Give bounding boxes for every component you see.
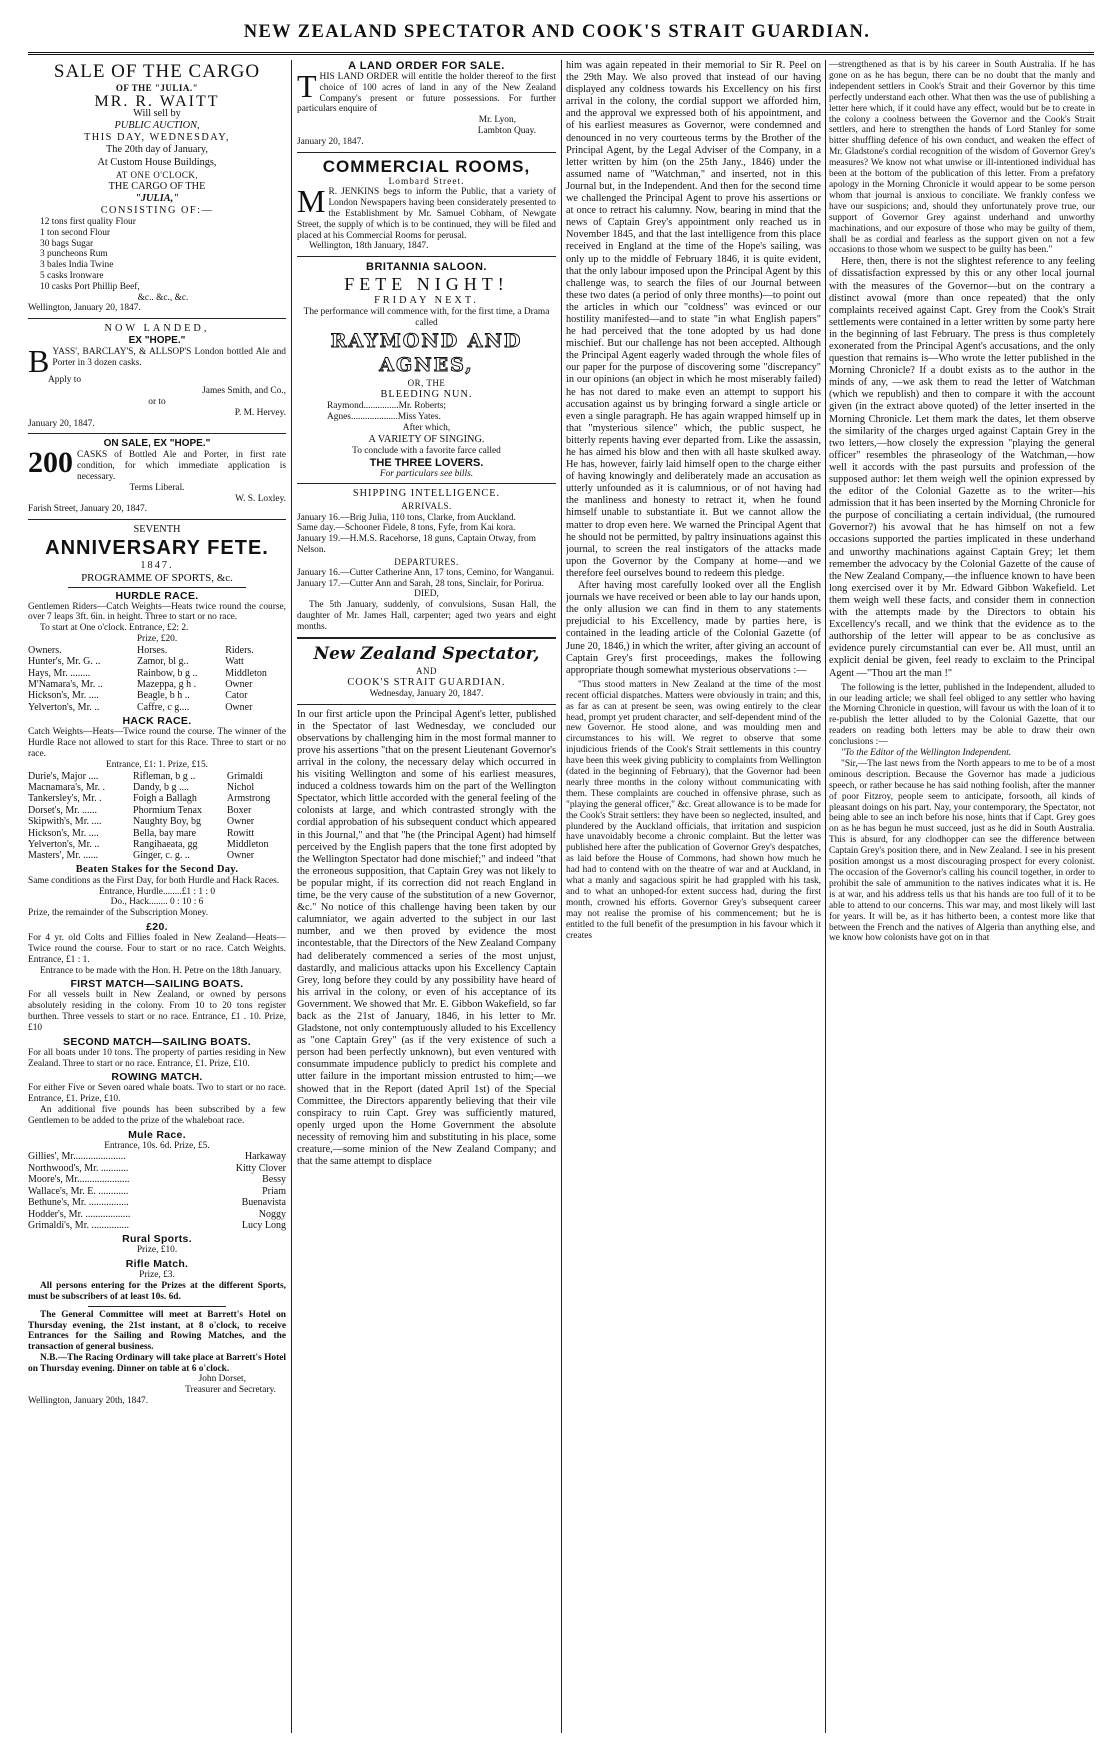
table-row: [28, 702, 286, 713]
table-cell: Boxer: [226, 804, 252, 816]
table-cell: Ginger, c. g. ..: [133, 850, 190, 862]
table-cell: Cator: [225, 690, 248, 702]
table-cell: Durie's, Major ....: [28, 770, 99, 782]
column-1: [28, 60, 286, 1733]
land-order-heading: A LAND ORDER FOR SALE.: [348, 60, 505, 72]
table-row: [28, 1151, 286, 1162]
sale-item: 5 casks Ironware: [40, 271, 104, 282]
landed-ex: EX "HOPE.": [128, 335, 186, 347]
table-cell: Zamor, bl g..: [136, 656, 189, 668]
beaten-body: Same conditions as the First Day, for both Hurdle and Hack Races.: [28, 875, 280, 886]
table-header-cell: Owners.: [28, 644, 62, 656]
shipping-arrival: Same day.—Schooner Fidele, 8 tons, Fyfe, from Kai kora.: [297, 523, 516, 534]
rowing-heading: ROWING MATCH.: [111, 1071, 203, 1084]
table-cell: Gillies', Mr.....................: [28, 1151, 126, 1163]
table-header-cell: Horses.: [136, 644, 168, 656]
table-cell: Macnamara's, Mr. .: [28, 781, 106, 793]
fete-programme: PROGRAMME OF SPORTS, &c.: [81, 572, 233, 585]
sale-item: 3 bales India Twine: [40, 260, 114, 271]
fete-year: 1847.: [140, 560, 174, 572]
divider: [297, 637, 556, 639]
sale-item: 30 bags Sugar: [40, 238, 94, 249]
table-cell: Watt: [225, 656, 244, 668]
editorial-p3: After having most carefully looked over all the English journals we have received or been able to lay our hands upon, the only allusion we can find in them to any statements prejudicial to his Excellency, made by parties here, is contained in the leading article of the Colonial Gazette (of June 20, 1846,) in which the writer, after giving an account of Captain Grey's first proceedings, makes the following appropriate though somewhat mysterious observations :—: [566, 580, 821, 676]
table-row: [28, 816, 286, 827]
editorial-p5: Here, then, there is not the slightest reference to any feeling of dissatisfaction expressed by this or any other local journal with the measures of the Governor—but on the contrary a distinct avowal (more than once repeated) that the only complaints received against Capt. Grey from the Cook's Strait settlements were contained in a letter written by some party here in the beginning of last February. The press is thus completely exonerated from the Principal Agent's accusations, and the only question that remains is—Who wrote the letter published in the Morning Chronicle? If a doubt exists as to the author in the minds of any, —we ask them to read the letter of Watchman (which we republish) and then to compare it with the account given (in the extract above quoted) of the letter inserted in the Morning Chronicle. Let them mark the dates, let them observe the similarity of the charges urged against Captain Grey in the two letters,—how closely the expression "playing the general officer" resembles the phraseology of the Watchman,—how well it accords with the past pursuits and profession of the supposed author: let them weigh well the opinion expressed by the editor of the Colonial Gazette as to the writer—his admission that it has been inserted by the Morning Chronicle for the purpose of conciliating a certain individual, (the rumoured Governor?) his avowal that he has himself on not a few occasions supported the parties implicated in these underhand and unworthy machinations against Captain Grey; let them remember the advocacy by the Colonial Gazette of the cause of the New Zealand Company,—the influence known to have been long exercised over it by Mr. Edward Gibbon Wakefield. Let them weigh well these facts, and consider them in connection with the attempts made by the Directors to obtain his Excellency's recall, and we think that the evidence as to the authorship of the letter will appear to be as conclusive as evidence purely circumstantial can ever be. All must, until an explicit denial be given, feel ready to exclaim to the Principal Agent —"Thou art the man !": [829, 256, 1095, 679]
beaten-ent1: Entrance, Hurdle........£1 : 1 : 0: [98, 886, 216, 897]
land-order-name: Mr. Lyon,: [478, 115, 516, 126]
table-cell: Owner: [226, 850, 255, 862]
table-cell: Bella, bay mare: [133, 827, 197, 839]
onsale-heading: ON SALE, EX "HOPE.": [103, 438, 211, 450]
table-cell: Naughty Boy, bg: [133, 816, 202, 828]
table-row: [28, 1209, 286, 1220]
commercial-body: R. JENKINS begs to inform the Public, that a variety of London Newspapers having been considerately presented to the Establishment by Mr. Samuel Cobham, of Newgate Street, the supply of which is to be continued, they will be filed and placed at his Commercial Rooms for perusal.: [297, 187, 556, 241]
table-cell: Nichol: [226, 781, 255, 793]
table-cell: Rainbow, b g ..: [136, 667, 198, 679]
first-match-body: For all vessels built in New Zealand, or owned by persons absolutely residing in the colony. From 10 to 20 tons register burthen. Three vessels to start or no race. Entrance, £1 . 10. Prize, £10: [28, 990, 286, 1033]
saloon-variety: A VARIETY OF SINGING.: [368, 433, 485, 445]
table-cell: Harkaway: [244, 1151, 286, 1163]
sale-time: AT ONE O'CLOCK,: [115, 169, 199, 180]
editorial-title: New Zealand Spectator,: [313, 643, 540, 664]
table-cell: Middleton: [226, 838, 269, 850]
letter-body: "Sir,—The last news from the North appears to me to be of a most ominous description. Because the Governor has made a judicious speech, or rather because he has said nothing foolish, after the manner of poor Fitzroy, people seem to anticipate, forsooth, all kinds of pleasant doings on his part. Nay, your contemporary, the Spectator, not being able to see an inch before his nose, hints that if Capt. Grey goes on as he has begun he must succeed, just as he did in South Australia. This is absurd, for any clodhopper can see the difference between Captain Grey's position there, and in New Zealand. I see in his present position amongst us a most discouraging prospect for every colonist. The occasion of the Governor's calling his council together, in order to prohibit the sale of ammunition to the natives indicates what it is. He is at war, and his address tells us that his hands are too full of it to be able to attend to our concerns. This war may, and most likely will last for years. It will be, as it has hitherto been, a contest more like that between the French and the natives of Algeria than anything else, and we know how colonists have got on in that: [829, 758, 1095, 944]
rifle-prize: Prize, £3.: [139, 1270, 175, 1281]
hurdle-heading: HURDLE RACE.: [115, 589, 199, 602]
landed-dropcap: B: [28, 343, 50, 380]
divider: [297, 483, 556, 484]
table-cell: Masters', Mr. ......: [28, 850, 99, 862]
saloon-or: OR, THE: [407, 378, 446, 389]
sale-item: 10 casks Port Phillip Beef,: [40, 281, 140, 292]
saloon-friday: FRIDAY NEXT.: [374, 295, 479, 307]
fete-seventh: SEVENTH: [133, 524, 181, 536]
table-cell: Yelverton's, Mr. ..: [28, 838, 100, 850]
landed-date: January 20, 1847.: [28, 418, 95, 429]
table-row: [28, 1186, 286, 1197]
saloon-cast1: Raymond...............Mr. Roberts;: [327, 401, 447, 412]
table-row: [28, 828, 286, 839]
table-cell: Hays, Mr. ........: [28, 667, 91, 679]
table-cell: Beagle, b h ..: [136, 690, 190, 702]
saloon-farce: THE THREE LOVERS.: [369, 456, 484, 469]
table-cell: Northwood's, Mr. ...........: [28, 1162, 129, 1174]
table-cell: Grimaldi's, Mr. ...............: [28, 1219, 129, 1231]
hack-body: Catch Weights—Heats—Twice round the course. The winner of the Hurdle Race not allowed to start for this Race. Three to start or no race.: [28, 727, 286, 759]
landed-heading: NOW LANDED,: [104, 323, 210, 335]
hurdle-start: To start at One o'clock. Entrance, £2: 2.: [40, 623, 189, 634]
land-order-date: January 20, 1847.: [297, 136, 364, 147]
land-order-body-wrap: [297, 68, 556, 115]
editorial-p2: him was again repeated in their memorial to Sir R. Peel on the 29th May. We also proved that instead of our having displayed any coldness towards his Excellency on his first arrival in the colony, the cordial support we afforded him, and the approval we expressed both of his appointment, and of his earliest measures as Governor, were condemned and denounced in no very courteous terms by the Brother of the Principal Agent, by the Legal Adviser of the Company, in a letter written by him (on the 25th Jany., 1846) under the assumed name of "Watchman," and inserted, not in this Journal but, in the Independent. And then for the second time we challenged the Principal Agent to prove his assertions or at once to retract his calumny. Now, bearing in mind that the news of Captain Grey's appointment only reached us in November 1845, and that the last intelligence from this place received in England at the time of the Hope's sailing, was only up to the middle of February 1846, it is quite evident, that the only labour imposed upon the Principal Agent by this challenge was, to search the files of our Journal between these two dates (a period of only three months)—to point out the articles in which our "coldness" was evinced or our hostility manifested—and to state "in what English papers" he had perceived that the tone adopted by us had done mischief. But our challenge has not been accepted. Although the Principal Agent eagerly waded through the whole files of our paper for the purpose of discovering some "discrepancy" in our opinions (an object in which he most miserably failed) he has not dared to make even an attempt to support his accusation against us by bringing forward a single article or even a single paragraph. He has again wrapped himself up in that "mysterious silence" which, the public suspect, he bitterly repents having ever departed from. Like the assassin, he has aimed his blow and then with all haste skulked away. He has, however, fairly laid himself open to the charge either of having knowingly and deliberately made an accusation as utterly unfounded as it is calumnious, or of not having had the manliness and honesty to retract it, when he found himself unable to substantiate it. But we cannot allow the matter to drop even here. We warned the Principal Agent that he should not be permitted, by paltry insinuations against this journal, to screen the real instigators of the attacks made upon the Governor by the Company at home—and we therefore feel ourselves bound to redeem this pledge.: [566, 60, 821, 579]
table-row: [28, 1197, 286, 1208]
additional-note: An additional five pounds has been subscribed by a few Gentlemen to be added to the prize of the whaleboat race.: [28, 1105, 286, 1126]
divider: [68, 587, 246, 588]
onsale-body-wrap: [28, 446, 286, 483]
died-body: The 5th January, suddenly, of convulsions, Susan Hall, the daughter of Mr. James Hall, carpenter; aged two years and eight months.: [297, 600, 556, 632]
table-row: [28, 793, 286, 804]
shipping-departure: January 16.—Cutter Catherine Ann, 17 tons, Cemino, for Wanganui.: [297, 567, 555, 578]
fete-sig-title: Treasurer and Secretary.: [185, 1385, 276, 1396]
editorial-date: Wednesday, January 20, 1847.: [369, 688, 484, 699]
saloon-after: After which,: [402, 422, 451, 433]
table-cell: Caffre, c g....: [136, 701, 190, 713]
committee-note: The General Committee will meet at Barrett's Hotel on Thursday evening, the 21st instant, at 8 o'clock, to receive Entrances for the Sailing and Rowing Matches, and the transaction of general business.: [28, 1309, 286, 1353]
column-rule: [291, 60, 292, 1733]
onsale-terms: Terms Liberal.: [129, 482, 185, 493]
table-row: [28, 656, 286, 667]
second-match-heading: SECOND MATCH—SAILING BOATS.: [63, 1035, 251, 1048]
landed-agent1: James Smith, and Co.,: [202, 386, 286, 397]
nb-note: N.B.—The Racing Ordinary will take place at Barrett's Hotel on Thursday evening. Dinner on table at 6 o'clock.: [28, 1352, 286, 1374]
sale-date: The 20th day of January,: [106, 144, 208, 156]
table-cell: Middleton: [225, 667, 267, 679]
table-cell: Priam: [262, 1185, 286, 1197]
sale-day: THIS DAY, WEDNESDAY,: [84, 132, 230, 144]
divider: [28, 433, 286, 434]
table-cell: Yelverton's, Mr. ..: [28, 701, 100, 713]
sale-etc: &c.. &c., &c.: [137, 292, 189, 303]
table-cell: Bethune's, Mr. ................: [28, 1197, 129, 1209]
shipping-arrival: January 19.—H.M.S. Racehorse, 18 guns, Captain Otway, from Nelson.: [297, 534, 536, 555]
onsale-num: 200: [28, 446, 73, 480]
masthead-title: NEW ZEALAND SPECTATOR AND COOK'S STRAIT GUARDIAN.: [243, 22, 871, 42]
divider: [297, 256, 556, 257]
column-3: [566, 60, 821, 1733]
hurdle-table: [28, 645, 286, 713]
twenty-heading: £20.: [146, 921, 168, 934]
column-rule: [561, 60, 562, 1733]
mule-table: [28, 1151, 286, 1231]
sale-public: PUBLIC AUCTION,: [114, 120, 200, 132]
table-cell: Skipwith's, Mr. ....: [28, 816, 102, 828]
sale-the-cargo: THE CARGO OF THE: [108, 180, 206, 192]
divider: [88, 1306, 226, 1307]
editorial-and: AND: [416, 665, 437, 676]
hack-heading: HACK RACE.: [122, 715, 192, 728]
table-row: [28, 690, 286, 701]
sale-auctioneer: MR. R. WAITT: [94, 93, 220, 111]
table-cell: Buenavista: [241, 1197, 286, 1209]
divider: [297, 152, 556, 153]
commercial-body-wrap: [297, 183, 556, 241]
table-cell: Hickson's, Mr. ....: [28, 827, 99, 839]
column-rule: [825, 60, 826, 1733]
table-row: [28, 850, 286, 861]
colts-body: For 4 yr. old Colts and Fillies foaled in New Zealand—Heats—Twice round the course. Four to start or no race. Catch Weights. Entrance, £1 : 1.: [28, 933, 286, 965]
saloon-heading: BRITANNIA SALOON.: [366, 261, 487, 274]
table-row: [28, 782, 286, 793]
shipping-arrival: January 16.—Brig Julia, 110 tons, Clarke, from Auckland.: [297, 512, 516, 523]
table-row: [28, 805, 286, 816]
table-row: [28, 771, 286, 782]
landed-agent2: P. M. Hervey.: [234, 407, 286, 418]
commercial-heading: COMMERCIAL ROOMS,: [322, 156, 531, 176]
masthead: [0, 4, 1114, 50]
landed-or: or to: [148, 396, 166, 407]
sale-dateline: Wellington, January 20, 1847.: [28, 303, 141, 314]
table-cell: Armstrong: [226, 793, 271, 805]
table-cell: Hickson's, Mr. ....: [28, 690, 99, 702]
hack-table: [28, 771, 286, 862]
table-header-cell: Riders.: [225, 644, 254, 656]
first-match-heading: FIRST MATCH—SAILING BOATS.: [70, 978, 244, 991]
table-cell: Grimaldi: [226, 770, 263, 782]
sale-items: [28, 217, 286, 303]
rifle-heading: Rifle Match.: [125, 1258, 189, 1271]
land-order-dropcap: T: [297, 68, 317, 105]
hurdle-prize: Prize, £20.: [136, 634, 178, 645]
sale-item: 12 tons first quality Flour: [40, 217, 136, 228]
editorial-p1: In our first article upon the Principal Agent's letter, published in the Spectator of last Wednesday, we concluded our observations by challenging him in the most formal manner to prove his assertions "that on the present Lieutenant Governor's arrival in the colony, the necessary delay which occurred in his visiting Wellington and some of his earliest measures, induced a coldness towards him on the part of the Wellington Spectator, which little accorded with the general feeling of the colonists at large, and which contrasted strongly with the cordial approbation of his subsequent conduct which appeared in this Journal," and that "he (the Principal Agent) had himself perceived by the English papers that the tone first adopted by the Wellington Spectator had done mischief;" and indeed "that the erroneous supposition, that Captain Grey was not likely to be popular might, if its correction did not reach England in time, be the very cause of the substitution of a new Governor, &c." No notice of this challenge having been taken by our calumniator, we again adverted to the subject in our last number, and we then proved by evidence the most incontestable, that the Directors of the New Zealand Company had deliberately commenced a series of the most unjust, dastardly, and malicious attacks upon his Excellency Captain Grey, long before they could by any possibility have heard of his arrival in the colony, or even of his acceptance of its Government. We showed that Mr. E. Gibbon Wakefield, so far back as the 21st of January, 1846, in his letter to Mr. Gladstone, not only contemptuously alluded to his Excellency as "one Captain Grey" (as if the very existence of such a person had been perfectly unknown), but even ventured with consummate impudence publicly to predict his complete and utter failure in the important mission entrusted to him;—we showed that in the Report (dated April 1st) of the Special Committee, the Directors apparently believing that their vile conspiracy to ruin Capt. Grey was sufficiently matured, openly urged upon the Home Government the absolute necessity of removing him and substituting in his place, some creature,—some minion of the New Zealand Company; and that the same attempt to displace: [297, 708, 556, 1168]
table-cell: Hunter's, Mr. G. ..: [28, 656, 101, 668]
landed-apply: Apply to: [48, 375, 82, 386]
saloon-drama: RAYMOND AND AGNES,: [330, 330, 523, 377]
shipping-heading: SHIPPING INTELLIGENCE.: [352, 488, 501, 500]
commercial-dropcap: M: [297, 183, 326, 220]
column-4: [829, 60, 1095, 1733]
table-cell: Noggy: [258, 1208, 286, 1220]
saloon-perf: The performance will commence with, for the first time, a Drama called: [303, 307, 550, 329]
table-row: [28, 668, 286, 679]
land-order-place: Lambton Quay.: [477, 126, 536, 137]
masthead-rule: [28, 52, 1094, 55]
editorial-p6: The following is the letter, published in the Independent, alluded to in our leading article; we shall feel obliged to any settler who having the Morning Chronicle in question, will favour us with the loan of it to re-publish the letter alluded to by the Colonial Gazette, that our readers on reading both letters may be able to draw their own conclusions :—: [829, 682, 1095, 748]
fete-sig-name: John Dorset,: [198, 1374, 246, 1385]
table-cell: Kitty Clover: [235, 1162, 286, 1174]
divider: [297, 704, 556, 705]
shipping-arrivals: ARRIVALS.: [401, 501, 452, 512]
sale-item: 3 puncheons Rum: [40, 249, 108, 260]
table-cell: Foigh a Ballagh: [133, 793, 197, 805]
saloon-bills: For particulars see bills.: [379, 468, 474, 479]
column-2: [297, 60, 556, 1733]
table-cell: Bessy: [262, 1174, 286, 1186]
table-row: [28, 1220, 286, 1231]
hack-prize: Entrance, £1: 1. Prize, £15.: [105, 759, 209, 770]
beaten-ent2: Do., Hack........ 0 : 10 : 6: [110, 897, 204, 908]
all-persons: All persons entering for the Prizes at the different Sports, must be subscribers of at least 10s. 6d.: [28, 1281, 286, 1302]
editorial-subtitle: COOK'S STRAIT GUARDIAN.: [347, 676, 506, 688]
table-cell: Mazeppa, g h .: [136, 679, 197, 691]
saloon-bleeding: BLEEDING NUN.: [380, 389, 473, 401]
landed-body: YASS', BARCLAY'S, & ALLSOP'S London bottled Ale and Porter in 3 dozen casks.: [52, 347, 286, 369]
table-cell: Dorset's, Mr. ......: [28, 804, 98, 816]
onsale-place: Farish Street, January 20, 1847.: [28, 504, 147, 515]
table-header: [28, 645, 286, 656]
divider: [28, 519, 286, 520]
mule-heading: Mule Race.: [128, 1128, 186, 1141]
shipping-departures: DEPARTURES.: [394, 556, 459, 567]
fete-heading: ANNIVERSARY FETE.: [45, 537, 269, 560]
table-cell: Rangihaeata, gg: [133, 838, 198, 850]
table-cell: Wallace's, Mr. E. ............: [28, 1185, 129, 1197]
table-cell: Rifleman, b g ..: [133, 770, 196, 782]
divider: [28, 318, 286, 319]
rural-heading: Rural Sports.: [122, 1233, 192, 1246]
letter-to: "To the Editor of the Wellington Independent.: [841, 748, 1012, 759]
shipping-departure: January 17.—Cutter Ann and Sarah, 28 tons, Sinclair, for Porirua.: [297, 578, 544, 589]
table-row: [28, 839, 286, 850]
onsale-name: W. S. Loxley.: [235, 493, 286, 504]
table-cell: Owner: [226, 816, 255, 828]
fete-sig-date: Wellington, January 20th, 1847.: [28, 1396, 149, 1407]
hurdle-body: Gentlemen Riders—Catch Weights—Heats twice round the course, over 7 leaps 3ft. 6in. in height. Three to start or no race.: [28, 601, 286, 623]
table-row: [28, 679, 286, 690]
table-row: [28, 1174, 286, 1185]
beaten-heading: Beaten Stakes for the Second Day.: [75, 863, 239, 875]
table-cell: Lucy Long: [241, 1219, 286, 1231]
table-cell: Owner: [225, 701, 253, 713]
editorial-quote: "Thus stood matters in New Zealand at the time of the most recent official dispatches. Matters were obviously in train; and this, as far as can at present be seen, was owing entirely to the clear head, prompt yet prudent character, and self-dependent mind of the new Governor. He stood alone, and was moulding men and circumstances to his will. We regret to observe that some injudicious friends of the Cook's Strait settlements in this country have been this week giving publicity to complaints from Wellington (dated in the beginning of February), that the Governor had been nearly three months in the colony without communicating with them. These complaints are couched in offensive phrase, such as "playing the general officer," &c. Great allowance is to be made for the Cook's Strait settlers: they have been so neglected, insulted, and plundered by the Auckland officials, that irritation and suspicion have unavoidably become a chronic complaint. But the letter was published here after the publication of Governor Grey's despatches, as laid before the House of Commons, had shown how much he had had to contend with on the theatre of war and at Auckland, in what a manly and sagacious spirit he had grappled with his task, and to what an unhoped-for extent success had, during the first month, crowned his efforts. Governor Grey's subsequent career may not realise the promise of his commencement; but he is entitled to the full benefit of the presumption in his favour which it creates: [566, 679, 821, 941]
table-row: [28, 1163, 286, 1174]
mule-entrance: Entrance, 10s. 6d. Prize, £5.: [104, 1140, 210, 1151]
died-heading: DIED,: [414, 589, 439, 600]
landed-body-wrap: [28, 343, 286, 380]
rural-prize: Prize, £10.: [136, 1245, 178, 1256]
editorial-p4: —strengthened as that is by his career in South Australia. If he has gone on as he has begun, there can be no doubt that the manly and independent settlers in Cook's Strait and their Governor by this time perfectly understand each other. What then was the use of publishing a letter here which, if it could have any effect, would but be to create in the colony a coolness between the Governor and the Cook's Strait settlers, and here to strengthen the hands of Lord Stanley for some bitter shuffling defence of his own conduct, and weaken the effect of Mr. Gladstone's cordial recognition of the wisdom of Governor Grey's measures? We know not what unwise or ill-intentioned individual has been at the bottom of the publication of this letter. From a prefatory apology in the Morning Chronicle it would appear to be some person whom that journal is anxious to conciliate. We frankly confess we have our suspicions; and, should they unfortunately prove true, our support of Governor Grey against underhand and unworthy machinations, and our exposure of those who may be guilty of them, shall be as cordial and fearless as the support given on not a few occasions to those whom we suspect to be guilty has been.": [829, 60, 1095, 256]
sale-heading: SALE OF THE CARGO: [53, 61, 261, 82]
sale-consisting: CONSISTING OF:—: [100, 204, 214, 216]
commercial-date: Wellington, 18th January, 1847.: [309, 241, 429, 252]
saloon-cast2: Agnes....................Miss Yates.: [327, 412, 441, 423]
table-cell: Tankersley's, Mr. .: [28, 793, 102, 805]
rowing-body: For either Five or Seven oared whale boats. Two to start or no race. Entrance, £1. Prize, £10.: [28, 1083, 286, 1105]
beaten-prize: Prize, the remainder of the Subscription Money.: [28, 908, 209, 919]
sale-of-the: OF THE "JULIA.": [115, 83, 199, 93]
land-order-body: HIS LAND ORDER will entitle the holder thereof to the first choice of 100 acres of land in any of the New Zealand Company's present or future possessions. For further particulars enquire of: [297, 72, 556, 115]
saloon-fete-night: FETE NIGHT!: [344, 274, 509, 295]
table-cell: Hodder's, Mr. ..................: [28, 1208, 131, 1220]
table-cell: Moore's, Mr.....................: [28, 1174, 130, 1186]
table-cell: Owner: [225, 679, 253, 691]
table-cell: Dandy, b g ....: [133, 781, 190, 793]
second-match-body: For all boats under 10 tons. The property of parties residing in New Zealand. Three to start or no race. Entrance, £1. Prize, £10.: [28, 1047, 286, 1069]
sale-place: At Custom House Buildings,: [97, 156, 217, 168]
sale-julia: "JULIA,": [135, 192, 179, 204]
commercial-street: Lombard Street.: [388, 176, 465, 187]
table-cell: Rowitt: [226, 827, 255, 839]
table-cell: M'Namara's, Mr. ..: [28, 679, 103, 691]
table-cell: Phormium Tenax: [133, 804, 202, 816]
sale-item: 1 ton second Flour: [40, 227, 111, 238]
onsale-body: CASKS of Bottled Ale and Porter, in first rate condition, for which immediate application is necessary.: [77, 450, 286, 483]
sale-will-sell: Will sell by: [133, 108, 181, 120]
colts-entrance: Entrance to be made with the Hon. H. Petre on the 18th January.: [40, 965, 282, 976]
saloon-conclude: To conclude with a favorite farce called: [352, 445, 501, 456]
